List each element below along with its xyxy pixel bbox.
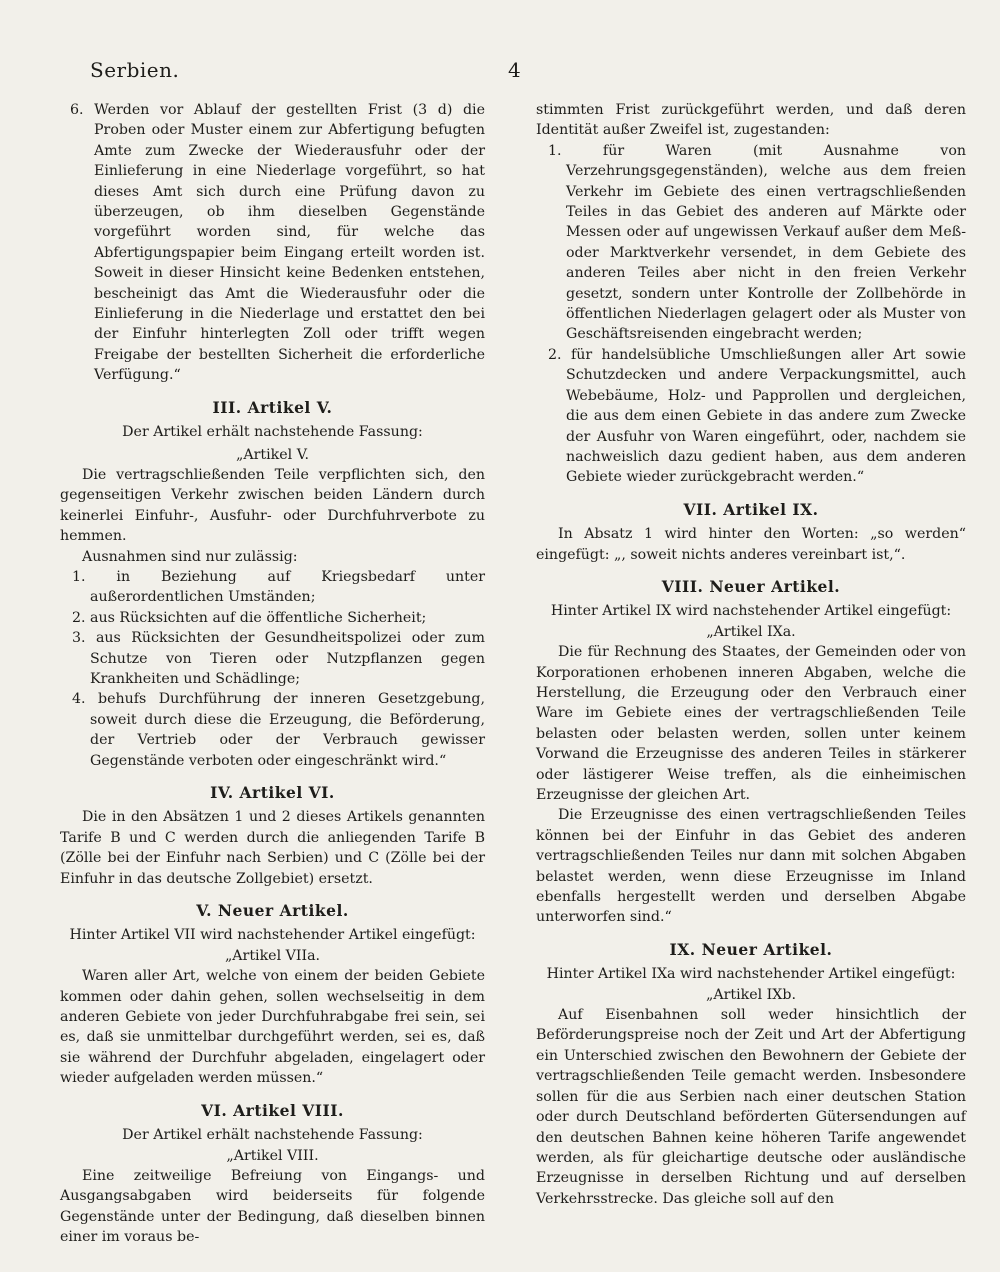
article-title: „Artikel VIII.: [226, 1147, 319, 1164]
article-paragraph: Auf Eisenbahnen soll weder hinsichtlich der Beförderungspreise noch der Zeit und Art der Abfertigung ein Unterschied zwischen den Bewohnern der Gebiete der vertragschließenden Teile gemacht werden. Insbesondere sollen für die aus Serbien nach einer deutschen Station oder durch Deutschland beförderten Gütersendungen auf den deutschen Bahnen keine höheren Tarife angewendet werden, als für gleichartige deutsche oder ausländische Erzeugnisse in derselben Richtung und auf derselben Verkehrsstrecke. Das gleiche soll auf den: [536, 1007, 966, 1207]
section-heading-vi: VI. Artikel VIII.: [201, 1100, 344, 1120]
page-number: 4: [508, 58, 521, 82]
article-paragraph: Die in den Absätzen 1 und 2 dieses Artikels genannten Tarife B und C werden durch die anliegenden Tarife B (Zölle bei der Einfuhr nach Serbien) und C (Zölle bei der Einfuhr in das deutsche Zollgebiet) ersetzt.: [60, 809, 485, 887]
article-paragraph: Die für Rechnung des Staates, der Gemeinden oder von Korporationen erhobenen inneren Abgaben, welche die Herstellung, die Erzeugung oder den Verbrauch einer Ware im Gebiete eines der vertragschließenden Teile belasten oder belasten werden, sollen unter keinem Vorwand die Erzeugnisse des anderen Teiles in stärkerer oder lästigerer Weise treffen, als die einheimischen Erzeugnisse der gleichen Art.: [536, 644, 966, 803]
article-paragraph: Die Erzeugnisse des einen vertragschließenden Teiles können bei der Einfuhr in das Gebiet des anderen vertragschließenden Teiles nur dann mit solchen Abgaben belastet werden, wenn diese Erzeugnisse im Inland ebenfalls hergestellt werden und derselben Abgabe unterworfen sind.“: [536, 807, 966, 926]
left-column: [60, 100, 485, 1248]
continued-paragraph: stimmten Frist zurückgeführt werden, und daß deren Identität außer Zweifel ist, zugestanden:: [536, 102, 966, 139]
section-intro: Hinter Artikel IX wird nachstehender Artikel eingefügt:: [550, 603, 952, 620]
article-title: „Artikel IXa.: [706, 623, 796, 640]
section-intro: Der Artikel erhält nachstehende Fassung:: [122, 1127, 423, 1144]
section-heading-viii: VIII. Neuer Artikel.: [661, 576, 841, 596]
list-item: 4. behufs Durchführung der inneren Gesetzgebung, soweit durch diese die Erzeugung, die Beförderung, der Vertrieb oder der Verbrauch gewisser Gegenstände verboten oder eingeschränkt wird.“: [72, 691, 485, 769]
page-header: [90, 58, 960, 88]
section-heading-vii: VII. Artikel IX.: [683, 499, 819, 519]
article-title: „Artikel V.: [236, 446, 309, 463]
section-intro: Hinter Artikel IXa wird nachstehender Artikel eingefügt:: [546, 966, 956, 983]
list-item: 2. für handelsübliche Umschließungen aller Art sowie Schutzdecken und andere Verpackungsmittel, auch Webebäume, Holz- und Papprollen und dergleichen, die aus dem einen Gebiete in das andere zum Zwecke der Ausfuhr von Waren eingeführt, oder, nachdem sie nachweislich dazu gedient haben, aus dem anderen Gebiete wieder zurückgebracht werden.“: [548, 346, 966, 486]
article-title: „Artikel IXb.: [706, 986, 796, 1003]
list-item: 3. aus Rücksichten der Gesundheitspolizei oder zum Schutze von Tieren oder Nutzpflanzen gegen Krankheiten und Schädlinge;: [72, 630, 485, 687]
article-title: „Artikel VIIa.: [224, 947, 321, 964]
article-paragraph: Ausnahmen sind nur zulässig:: [82, 548, 298, 565]
article-paragraph: Eine zeitweilige Befreiung von Eingangs- und Ausgangsabgaben wird beiderseits für folgende Gegenstände unter der Bedingung, daß dieselben binnen einer im voraus be-: [60, 1167, 485, 1246]
section-heading-ix: IX. Neuer Artikel.: [669, 939, 833, 959]
right-column: [536, 100, 966, 1209]
list-item: 2. aus Rücksichten auf die öffentliche Sicherheit;: [72, 609, 427, 626]
article-paragraph: Die vertragschließenden Teile verpflichten sich, den gegenseitigen Verkehr zwischen beiden Ländern durch keinerlei Einfuhr-, Ausfuhr- oder Durchfuhrverbote zu hemmen.: [60, 466, 485, 545]
article-paragraph: Waren aller Art, welche von einem der beiden Gebiete kommen oder dahin gehen, sollen wechselseitig in dem anderen Gebiete von jeder Durchfuhrabgabe frei sein, sei es, daß sie unmittelbar durchgeführt werden, sei es, daß sie während der Durchfuhr abgeladen, eingelagert oder wieder aufgeladen werden müssen.“: [60, 968, 485, 1087]
section-heading-iv: IV. Artikel VI.: [210, 783, 335, 802]
section-intro: Hinter Artikel VII wird nachstehender Artikel eingefügt:: [69, 927, 476, 944]
section-heading-v: V. Neuer Artikel.: [196, 901, 349, 921]
section-heading-iii: III. Artikel V.: [212, 397, 333, 417]
list-item: 1. in Beziehung auf Kriegsbedarf unter außerordentlichen Umständen;: [72, 568, 485, 606]
list-item: 1. für Waren (mit Ausnahme von Verzehrungsgegenständen), welche aus dem freien Verkehr im Gebiete des einen vertragschließenden Teiles in das Gebiet des anderen auf Märkte oder Messen oder auf ungewissen Verkauf außer dem Meß- oder Marktverkehr versendet, in dem Gebiete des anderen Teiles aber nicht in den freien Verkehr gesetzt, sondern unter Kontrolle der Zollbehörde in öffentlichen Niederlagen gelagert oder als Muster von Geschäftsreisenden eingebracht werden;: [548, 142, 966, 343]
article-paragraph: In Absatz 1 wird hinter den Worten: „so werden“ eingefügt: „, soweit nichts anderes vereinbart ist,“.: [536, 526, 966, 563]
running-title: Serbien.: [90, 58, 180, 82]
paragraph-6: 6. Werden vor Ablauf der gestellten Frist (3 d) die Proben oder Muster einem zur Abfertigung befugten Amte zum Zwecke der Wiederausfuhr oder der Einlieferung in eine Niederlage vorgeführt, so hat dieses Amt sich durch eine Prüfung davon zu überzeugen, ob ihm dieselben Gegenstände vorgeführt worden sind, für welche das Abfertigungspapier beim Eingang erteilt worden ist. Soweit in dieser Hinsicht keine Bedenken entstehen, bescheinigt das Amt die Wiederausfuhr oder die Einlieferung in die Niederlage und erstattet den bei der Einfuhr hinterlegten Zoll oder trifft wegen Freigabe der bestellten Sicherheit die erforderliche Verfügung.“: [70, 102, 485, 384]
section-intro: Der Artikel erhält nachstehende Fassung:: [122, 424, 423, 441]
